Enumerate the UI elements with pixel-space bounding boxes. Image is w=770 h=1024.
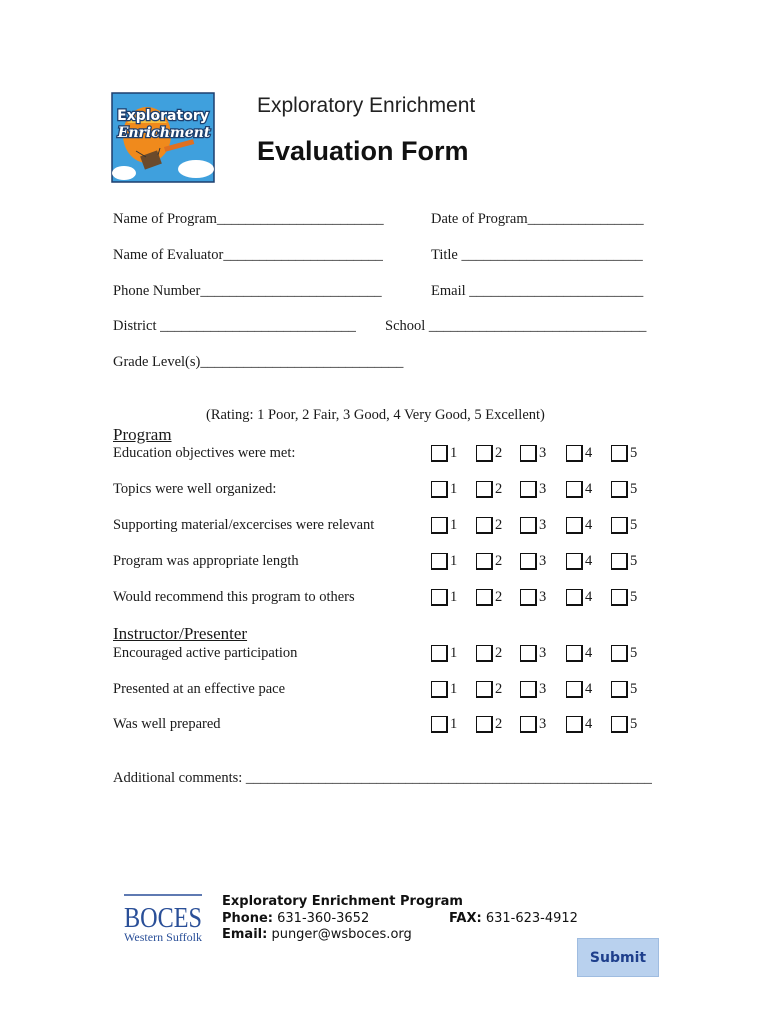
rating-number: 1: [450, 481, 458, 497]
program-date-field[interactable]: Date of Program________________: [431, 211, 644, 227]
rating-checkbox[interactable]: [611, 716, 628, 733]
logo-text-1: Exploratory: [117, 108, 209, 124]
rating-option[interactable]: [611, 681, 637, 698]
rating-option[interactable]: [520, 716, 546, 733]
rating-checkbox[interactable]: [566, 517, 583, 534]
rating-number: 4: [585, 645, 593, 661]
rating-number: 4: [585, 517, 593, 533]
rating-number: 5: [630, 517, 638, 533]
rating-checkbox[interactable]: [431, 517, 448, 534]
rating-number: 2: [495, 553, 503, 569]
rating-number: 3: [539, 681, 547, 697]
rating-number: 5: [630, 716, 638, 732]
rating-number: 3: [539, 517, 547, 533]
rating-checkbox[interactable]: [431, 445, 448, 462]
rating-option[interactable]: [520, 481, 546, 498]
rating-number: 2: [495, 481, 503, 497]
rating-number: 1: [450, 589, 458, 605]
rating-checkbox[interactable]: [476, 517, 493, 534]
rating-option[interactable]: [611, 645, 637, 662]
question-label: Topics were well organized:: [113, 481, 277, 497]
rating-option[interactable]: [611, 517, 637, 534]
rating-number: 2: [495, 681, 503, 697]
rating-option[interactable]: [476, 445, 502, 462]
title-field[interactable]: Title _________________________: [431, 247, 643, 263]
district-field[interactable]: District ___________________________: [113, 318, 356, 334]
rating-option[interactable]: [476, 645, 502, 662]
rating-number: 3: [539, 481, 547, 497]
rating-checkbox[interactable]: [566, 445, 583, 462]
rating-checkbox[interactable]: [520, 517, 537, 534]
school-field[interactable]: School ______________________________: [385, 318, 647, 334]
rating-checkbox[interactable]: [476, 681, 493, 698]
rating-option[interactable]: [566, 553, 592, 570]
rating-checkbox[interactable]: [520, 716, 537, 733]
rating-option[interactable]: [566, 681, 592, 698]
rating-option[interactable]: [431, 681, 457, 698]
rating-option[interactable]: [611, 481, 637, 498]
rating-number: 3: [539, 553, 547, 569]
rating-checkbox[interactable]: [611, 645, 628, 662]
rating-checkbox[interactable]: [476, 645, 493, 662]
rating-number: 2: [495, 589, 503, 605]
rating-option[interactable]: [431, 553, 457, 570]
rating-number: 1: [450, 445, 458, 461]
exploratory-enrichment-logo: [112, 93, 214, 182]
rating-checkbox[interactable]: [476, 445, 493, 462]
rating-checkbox[interactable]: [611, 681, 628, 698]
rating-option[interactable]: [476, 589, 502, 606]
rating-option[interactable]: [431, 645, 457, 662]
section-heading-instructor: Instructor/Presenter: [113, 624, 248, 643]
grade-level-field[interactable]: Grade Level(s)____________________________: [113, 354, 404, 370]
rating-checkbox[interactable]: [520, 481, 537, 498]
rating-number: 4: [585, 716, 593, 732]
rating-checkbox[interactable]: [566, 716, 583, 733]
question-label: Was well prepared: [113, 716, 221, 732]
rating-checkbox[interactable]: [611, 481, 628, 498]
question-label: Presented at an effective pace: [113, 681, 286, 697]
rating-checkbox[interactable]: [520, 645, 537, 662]
rating-number: 5: [630, 681, 638, 697]
form-title: Evaluation Form: [257, 136, 469, 166]
rating-checkbox[interactable]: [611, 589, 628, 606]
rating-number: 4: [585, 553, 593, 569]
rating-number: 3: [539, 645, 547, 661]
additional-comments-field[interactable]: Additional comments: ________________________________________________________: [113, 770, 652, 786]
section-heading-program: Program: [113, 425, 172, 444]
rating-number: 4: [585, 681, 593, 697]
rating-checkbox[interactable]: [476, 589, 493, 606]
rating-option[interactable]: [476, 716, 502, 733]
rating-option[interactable]: [431, 445, 457, 462]
rating-checkbox[interactable]: [431, 589, 448, 606]
rating-number: 2: [495, 445, 503, 461]
rating-checkbox[interactable]: [566, 553, 583, 570]
rating-number: 3: [539, 445, 547, 461]
rating-checkbox[interactable]: [520, 553, 537, 570]
rating-scale-legend: (Rating: 1 Poor, 2 Fair, 3 Good, 4 Very Good, 5 Excellent): [206, 407, 545, 423]
rating-number: 4: [585, 445, 593, 461]
rating-number: 1: [450, 645, 458, 661]
rating-checkbox[interactable]: [566, 681, 583, 698]
rating-option[interactable]: [476, 553, 502, 570]
logo-text-2: Enrichment: [117, 125, 211, 141]
phone-field[interactable]: Phone Number_________________________: [113, 283, 382, 299]
rating-checkbox[interactable]: [566, 481, 583, 498]
evaluator-name-field[interactable]: Name of Evaluator______________________: [113, 247, 383, 263]
submit-button[interactable]: Submit: [577, 938, 659, 977]
rating-option[interactable]: [566, 481, 592, 498]
rating-number: 2: [495, 645, 503, 661]
rating-option[interactable]: [611, 445, 637, 462]
rating-number: 4: [585, 589, 593, 605]
rating-option[interactable]: [566, 716, 592, 733]
rating-checkbox[interactable]: [476, 553, 493, 570]
rating-number: 3: [539, 589, 547, 605]
rating-checkbox[interactable]: [566, 645, 583, 662]
rating-option[interactable]: [476, 517, 502, 534]
rating-option[interactable]: [566, 589, 592, 606]
rating-checkbox[interactable]: [476, 481, 493, 498]
rating-number: 1: [450, 716, 458, 732]
rating-option[interactable]: [566, 645, 592, 662]
rating-option[interactable]: [566, 517, 592, 534]
email-field[interactable]: Email ________________________: [431, 283, 644, 299]
rating-checkbox[interactable]: [611, 553, 628, 570]
form-subtitle: Exploratory Enrichment: [257, 94, 476, 117]
rating-checkbox[interactable]: [431, 681, 448, 698]
rating-number: 4: [585, 481, 593, 497]
rating-checkbox[interactable]: [431, 481, 448, 498]
boces-logo-word: BOCES: [124, 903, 202, 934]
rating-number: 5: [630, 553, 638, 569]
rating-checkbox[interactable]: [431, 645, 448, 662]
program-name-field[interactable]: Name of Program_______________________: [113, 211, 384, 227]
rating-option[interactable]: [611, 553, 637, 570]
rating-checkbox[interactable]: [520, 589, 537, 606]
question-label: Education objectives were met:: [113, 445, 296, 461]
question-label: Would recommend this program to others: [113, 589, 355, 605]
rating-checkbox[interactable]: [520, 681, 537, 698]
rating-option[interactable]: [431, 481, 457, 498]
rating-number: 2: [495, 517, 503, 533]
rating-option[interactable]: [611, 589, 637, 606]
rating-option[interactable]: [566, 445, 592, 462]
rating-option[interactable]: [431, 517, 457, 534]
rating-option[interactable]: [520, 445, 546, 462]
rating-option[interactable]: [520, 517, 546, 534]
question-label: Program was appropriate length: [113, 553, 299, 569]
rating-checkbox[interactable]: [431, 716, 448, 733]
rating-number: 2: [495, 716, 503, 732]
rating-checkbox[interactable]: [520, 445, 537, 462]
rating-checkbox[interactable]: [431, 553, 448, 570]
rating-number: 1: [450, 553, 458, 569]
rating-option[interactable]: [520, 553, 546, 570]
rating-option[interactable]: [476, 681, 502, 698]
question-label: Encouraged active participation: [113, 645, 298, 661]
rating-number: 1: [450, 517, 458, 533]
rating-number: 5: [630, 445, 638, 461]
footer-fax: FAX: 631-623-4912: [449, 911, 578, 926]
rating-checkbox[interactable]: [566, 589, 583, 606]
boces-logo-sub: Western Suffolk: [124, 932, 203, 944]
footer-email: Email: punger@wsboces.org: [222, 927, 412, 942]
rating-number: 5: [630, 481, 638, 497]
footer-program-name: Exploratory Enrichment Program: [222, 894, 463, 909]
rating-option[interactable]: [476, 481, 502, 498]
rating-checkbox[interactable]: [476, 716, 493, 733]
rating-number: 5: [630, 645, 638, 661]
rating-option[interactable]: [431, 589, 457, 606]
boces-logo: [124, 893, 204, 943]
rating-checkbox[interactable]: [611, 445, 628, 462]
rating-number: 3: [539, 716, 547, 732]
rating-option[interactable]: [520, 681, 546, 698]
footer-phone: Phone: 631-360-3652: [222, 911, 370, 926]
rating-option[interactable]: [520, 589, 546, 606]
rating-number: 5: [630, 589, 638, 605]
rating-option[interactable]: [431, 716, 457, 733]
rating-checkbox[interactable]: [611, 517, 628, 534]
question-label: Supporting material/excercises were relevant: [113, 517, 375, 533]
rating-option[interactable]: [611, 716, 637, 733]
rating-number: 1: [450, 681, 458, 697]
rating-option[interactable]: [520, 645, 546, 662]
